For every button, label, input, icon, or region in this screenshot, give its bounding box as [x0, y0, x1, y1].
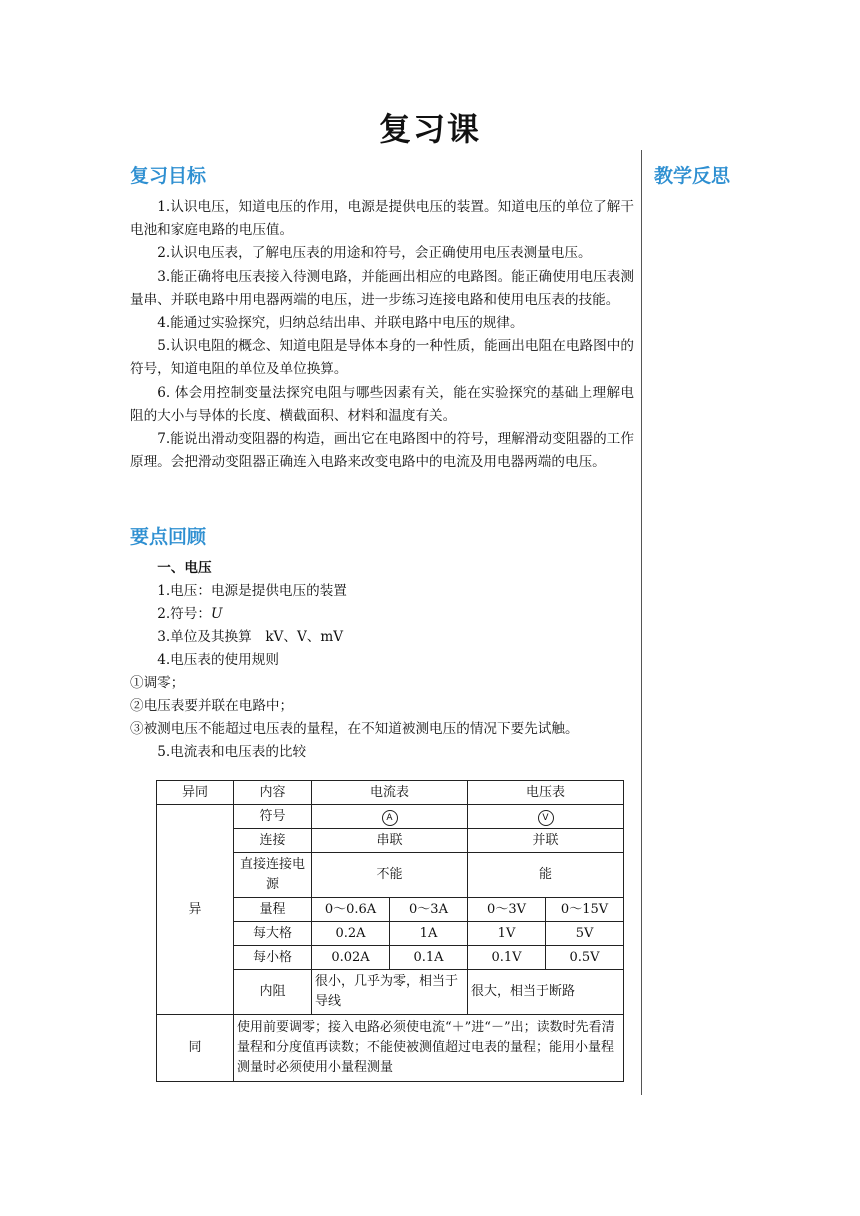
table-cell: 并联 [468, 829, 624, 853]
table-cell: 0～15V [546, 898, 624, 922]
table-row [157, 1015, 624, 1082]
goal-item: 4.能通过实验探究，归纳总结出串、并联电路中电压的规律。 [157, 315, 524, 332]
row-label: 量程 [234, 898, 312, 922]
row-label: 直接连接电源 [234, 853, 312, 898]
table-cell: 0.2A [312, 922, 390, 946]
table-cell: 0.5V [546, 946, 624, 970]
review-heading: 要点回顾 [130, 526, 207, 548]
review-section [130, 557, 634, 764]
table-header: 电流表 [312, 781, 468, 805]
table-cell: 1A [390, 922, 468, 946]
review-line: 4.电压表的使用规则 [157, 652, 279, 668]
table-cell: 0.1V [468, 946, 546, 970]
ammeter-symbol-icon: A [382, 810, 398, 826]
goal-item: 6. 体会用控制变量法探究电阻与哪些因素有关，能在实验探究的基础上理解电阻的大小与导体的长度、横截面积、材料和温度有关。 [130, 384, 634, 424]
table-header: 异同 [157, 781, 234, 805]
rule-item: ②电压表要并联在电路中； [130, 698, 294, 714]
goal-item: 5.认识电阻的概念、知道电阻是导体本身的一种性质，能画出电阻在电路图中的符号，知道电阻的单位及单位换算。 [130, 338, 634, 378]
same-cell: 同 [157, 1015, 234, 1082]
voltmeter-symbol-icon: V [538, 810, 554, 826]
table-header: 内容 [234, 781, 312, 805]
goal-item: 7.能说出滑动变阻器的构造，画出它在电路图中的符号，理解滑动变阻器的工作原理。会把滑动变阻器正确连入电路来改变电路中的电流及用电器两端的电压。 [130, 431, 634, 471]
table-cell: 0.02A [312, 946, 390, 970]
goal-item: 3.能正确将电压表接入待测电路，并能画出相应的电路图。能正确使用电压表测量串、并联电路中用电器两端的电压，进一步练习连接电路和使用电压表的技能。 [130, 268, 634, 308]
diff-cell: 异 [157, 805, 234, 1015]
table-header-row [157, 781, 624, 805]
table-cell: 0～3A [390, 898, 468, 922]
table-header: 电压表 [468, 781, 624, 805]
table-cell: 5V [546, 922, 624, 946]
comparison-table [156, 780, 624, 1082]
goals-list [130, 196, 634, 474]
symbol-label: 2.符号： [157, 606, 211, 622]
review-line: 1.电压：电源是提供电压的装置 [157, 583, 347, 599]
column-divider [641, 150, 642, 1095]
rule-item: ①调零； [130, 675, 185, 691]
table-cell: 0～0.6A [312, 898, 390, 922]
row-label: 连接 [234, 829, 312, 853]
review-line: 3.单位及其换算 kV、V、mV [157, 629, 344, 645]
table-cell: 1V [468, 922, 546, 946]
table-cell: 使用前要调零；接入电路必须使电流“＋”进“－”出；读数时先看清量程和分度值再读数；不能使被测值超过电表的量程；能用小量程测量时必须使用小量程测量 [234, 1015, 624, 1082]
row-label: 内阻 [234, 970, 312, 1015]
goals-heading: 复习目标 [130, 165, 207, 187]
row-label: 每大格 [234, 922, 312, 946]
goal-item: 2.认识电压表，了解电压表的用途和符号，会正确使用电压表测量电压。 [157, 245, 592, 262]
table-cell: 很大，相当于断路 [468, 970, 624, 1015]
table-row [157, 805, 624, 829]
row-label: 符号 [234, 805, 312, 829]
row-label: 每小格 [234, 946, 312, 970]
goal-item: 1.认识电压，知道电压的作用，电源是提供电压的装置。知道电压的单位了解干电池和家庭电路的电压值。 [130, 199, 634, 239]
table-cell: 0.1A [390, 946, 468, 970]
table-cell: 很小，几乎为零，相当于导线 [312, 970, 468, 1015]
voltage-subheading: 一、电压 [157, 560, 212, 576]
review-line: 5.电流表和电压表的比较 [157, 744, 307, 760]
table-cell: 能 [468, 853, 624, 898]
rule-item: ③被测电压不能超过电压表的量程，在不知道被测电压的情况下要先试触。 [130, 721, 579, 737]
table-cell: 不能 [312, 853, 468, 898]
review-line [130, 603, 634, 626]
page-title: 复习课 [378, 110, 481, 148]
table-cell: 串联 [312, 829, 468, 853]
reflection-heading: 教学反思 [654, 165, 731, 187]
table-cell: 0～3V [468, 898, 546, 922]
voltage-symbol: U [210, 606, 223, 622]
